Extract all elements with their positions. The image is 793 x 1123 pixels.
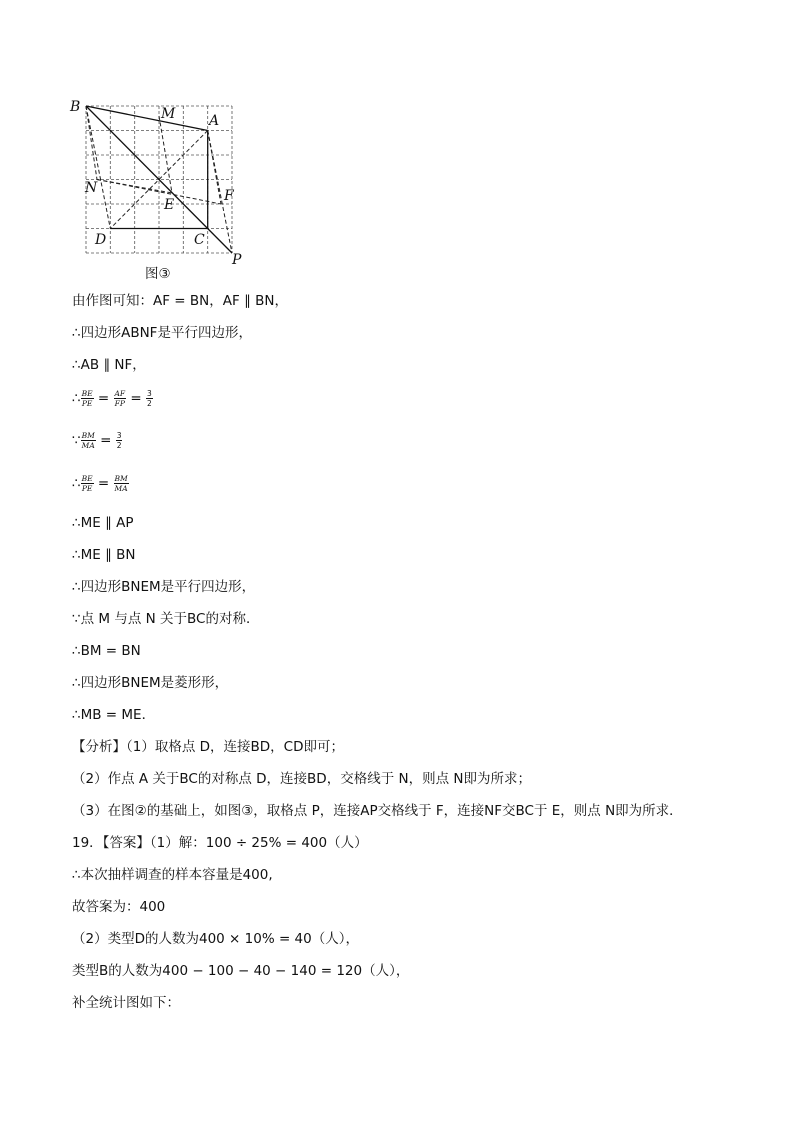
- text-line-10: ∵点 M 与点 N 关于BC的对称．: [72, 611, 260, 627]
- label-C: C: [194, 232, 205, 248]
- fraction: $\frac{3}{2}$: [116, 431, 122, 450]
- text-line-12: ∴四边形BNEM是菱形形，: [72, 675, 229, 691]
- label-P: P: [232, 252, 242, 268]
- text-line-22: 补全统计图如下：: [72, 995, 180, 1011]
- grid-diagram: [66, 96, 266, 286]
- text-line-7: ∴ME ∥ AP: [72, 515, 134, 531]
- text-line-8: ∴ME ∥ BN: [72, 547, 136, 563]
- label-D: D: [95, 232, 107, 248]
- text-line-18: ∴本次抽样调查的样本容量是400,: [72, 867, 273, 883]
- analysis-part-2: （2）作点 A 关于BC的对称点 D，连接BD，交格线于 N，则点 N即为所求；: [72, 771, 531, 787]
- fraction: $\frac{BE}{PE}$: [81, 389, 93, 408]
- fraction: $\frac{BM}{MA}$: [81, 431, 95, 450]
- analysis-part-3: （3）在图②的基础上，如图③，取格点 P，连接AP交格线于 F，连接NF交BC于 E，则点 N即为所求．: [72, 803, 683, 819]
- fraction: $\frac{BE}{PE}$: [81, 474, 93, 493]
- figure-caption: 图③: [145, 266, 171, 282]
- fraction: $\frac{3}{2}$: [147, 389, 152, 408]
- label-A: A: [209, 113, 220, 129]
- text-line-6: ∴ $\frac{BE}{PE}$ = $\frac{BM}{MA}$: [72, 474, 128, 493]
- text-line-4: ∴ $\frac{BE}{PE}$ = $\frac{AF}{FP}$ = $\frac{3}{2}$: [72, 389, 152, 408]
- text-line-3: ∴AB ∥ NF，: [72, 357, 146, 373]
- text-line-2: ∴四边形ABNF是平行四边形，: [72, 325, 252, 341]
- fraction: $\frac{AF}{FP}$: [114, 389, 126, 408]
- prefix: ∴: [72, 390, 81, 407]
- prefix: ∴: [72, 475, 81, 492]
- label-N: N: [85, 180, 98, 196]
- label-B: B: [70, 99, 81, 115]
- fraction: $\frac{BM}{MA}$: [114, 474, 128, 493]
- label-M: M: [161, 106, 176, 122]
- text-line-11: ∴BM = BN: [72, 643, 141, 659]
- text-line-13: ∴MB = ME．: [72, 707, 156, 723]
- text-line-19: 故答案为：400: [72, 899, 166, 915]
- text-line-20: （2）类型D的人数为400 × 10% = 40（人），: [72, 931, 359, 947]
- geometry-figure: [66, 96, 266, 286]
- text-line-5: ∵ $\frac{BM}{MA}$ = $\frac{3}{2}$: [72, 431, 122, 450]
- label-E: E: [164, 197, 175, 213]
- text-line-9: ∴四边形BNEM是平行四边形，: [72, 579, 256, 595]
- text-line-1: 由作图可知：AF = BN，AF ∥ BN，: [72, 293, 288, 309]
- label-F: F: [224, 188, 234, 204]
- answer-heading: 19．【答案】（1）解：100 ÷ 25% = 400（人）: [72, 835, 368, 851]
- text-line-21: 类型B的人数为400 − 100 − 40 − 140 = 120（人），: [72, 963, 410, 979]
- prefix: ∵: [72, 432, 81, 449]
- analysis-heading: 【分析】（1）取格点 D，连接BD，CD即可；: [72, 739, 345, 755]
